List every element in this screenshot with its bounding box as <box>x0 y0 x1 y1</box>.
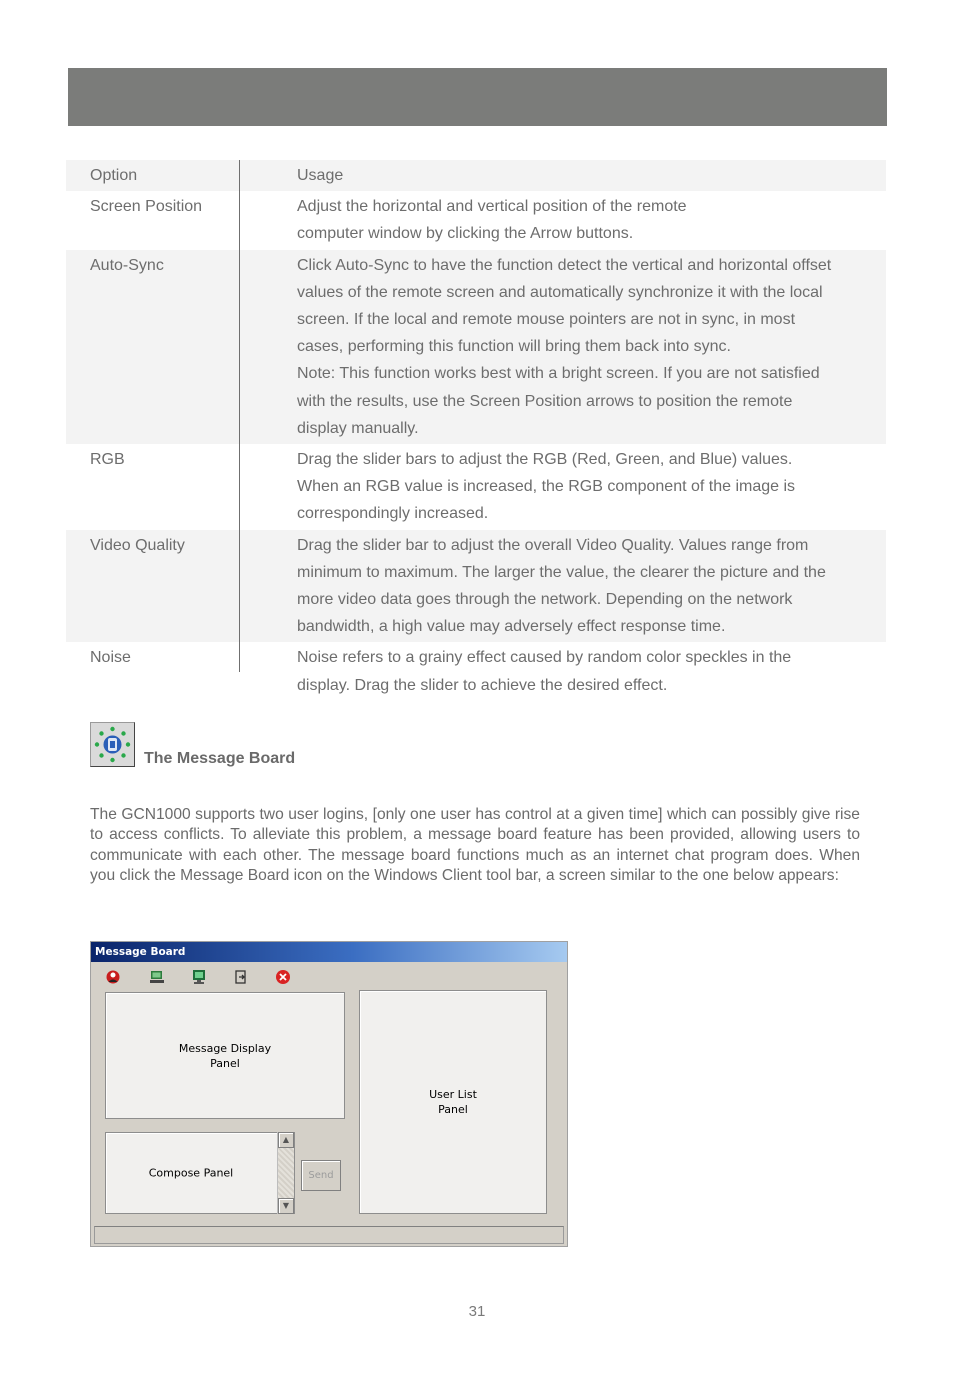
usage-line: When an RGB value is increased, the RGB component of the image is <box>297 478 796 496</box>
compose-panel-label: Compose Panel <box>148 1166 234 1180</box>
panel-label-line: User List <box>429 1088 477 1101</box>
usage-line: Adjust the horizontal and vertical position of the remote <box>297 198 687 216</box>
table-header-row <box>66 160 886 191</box>
usage-line: values of the remote screen and automatically synchronize it with the local <box>297 283 823 301</box>
user-list-panel[interactable] <box>359 990 547 1214</box>
send-button[interactable]: Send <box>301 1160 341 1191</box>
usage-line: Click Auto-Sync to have the function detect the vertical and horizontal offset <box>297 256 832 274</box>
table-row <box>66 530 886 643</box>
user-status-icon[interactable] <box>105 969 121 985</box>
monitor-icon[interactable] <box>191 969 207 985</box>
panel-label-line: Message Display <box>178 1041 272 1055</box>
usage-line: computer window by clicking the Arrow buttons. <box>297 225 634 243</box>
table-row <box>66 250 886 444</box>
usage-line: Note: This function works best with a bright screen. If you are not satisfied <box>297 365 820 383</box>
panel-label-line: Panel <box>438 1103 468 1116</box>
options-table <box>66 160 886 701</box>
usage-line: Noise refers to a grainy effect caused by random color speckles in the <box>297 649 792 667</box>
panel-label-line: Panel <box>210 1056 240 1070</box>
option-cell: Auto-Sync <box>66 250 240 444</box>
usage-line: bandwidth, a high value may adversely effect response time. <box>297 618 726 636</box>
user-list-label <box>360 1087 546 1117</box>
usage-line: Drag the slider bar to adjust the overall Video Quality. Values range from <box>297 536 809 554</box>
usage-line: display manually. <box>297 419 419 437</box>
intro-paragraph: The GCN1000 supports two user logins, [only one user has control at a given time] which can possibly give rise to access conflicts. To alleviate this problem, a message board feature has been provided, allowing users to communicate with each other. The message board functions much as an internet chat program does. When you click the Message Board icon on the Windows Client tool bar, a screen similar to the one below appears: <box>90 806 860 885</box>
compose-scrollbar[interactable] <box>277 1132 294 1214</box>
header-band <box>68 68 887 126</box>
usage-cell <box>240 444 886 530</box>
usage-line: minimum to maximum. The larger the value, the clearer the picture and the <box>297 563 826 581</box>
message-board-icon <box>90 722 135 767</box>
message-display-label <box>106 1041 344 1071</box>
usage-line: screen. If the local and remote mouse pointers are not in sync, in most <box>297 311 796 329</box>
option-cell: Noise <box>66 642 240 672</box>
compose-panel[interactable] <box>105 1132 295 1214</box>
page-number: 31 <box>468 1303 486 1320</box>
scroll-down-arrow-icon[interactable]: ▼ <box>278 1198 294 1214</box>
usage-cell <box>240 191 886 249</box>
usage-line: cases, performing this function will bring them back into sync. <box>297 338 731 356</box>
user-transfer-icon[interactable] <box>149 969 165 985</box>
option-cell: Screen Position <box>66 191 240 249</box>
message-display-panel[interactable] <box>105 992 345 1119</box>
option-cell: Video Quality <box>66 530 240 643</box>
table-row <box>66 444 886 530</box>
usage-line: more video data goes through the network. Depending on the network <box>297 591 793 609</box>
status-bar <box>94 1226 564 1244</box>
option-cell: RGB <box>66 444 240 530</box>
usage-cell <box>240 250 886 444</box>
section-title: The Message Board <box>144 750 296 767</box>
usage-line: display. Drag the slider to achieve the desired effect. <box>297 676 668 694</box>
header-usage: Usage <box>297 167 344 184</box>
usage-cell <box>240 642 886 700</box>
message-board-window <box>90 941 568 1247</box>
close-icon[interactable] <box>275 969 291 985</box>
usage-line: Drag the slider bars to adjust the RGB (Red, Green, and Blue) values. <box>297 451 793 469</box>
exit-door-icon[interactable] <box>233 969 249 985</box>
usage-line: correspondingly increased. <box>297 505 489 523</box>
header-option: Option <box>66 160 240 191</box>
window-titlebar: Message Board <box>91 942 567 962</box>
usage-cell <box>240 530 886 643</box>
table-row <box>66 191 886 249</box>
table-row <box>66 642 886 700</box>
scroll-up-arrow-icon[interactable]: ▲ <box>278 1132 294 1148</box>
usage-line: with the results, use the Screen Position arrows to position the remote <box>297 392 793 410</box>
